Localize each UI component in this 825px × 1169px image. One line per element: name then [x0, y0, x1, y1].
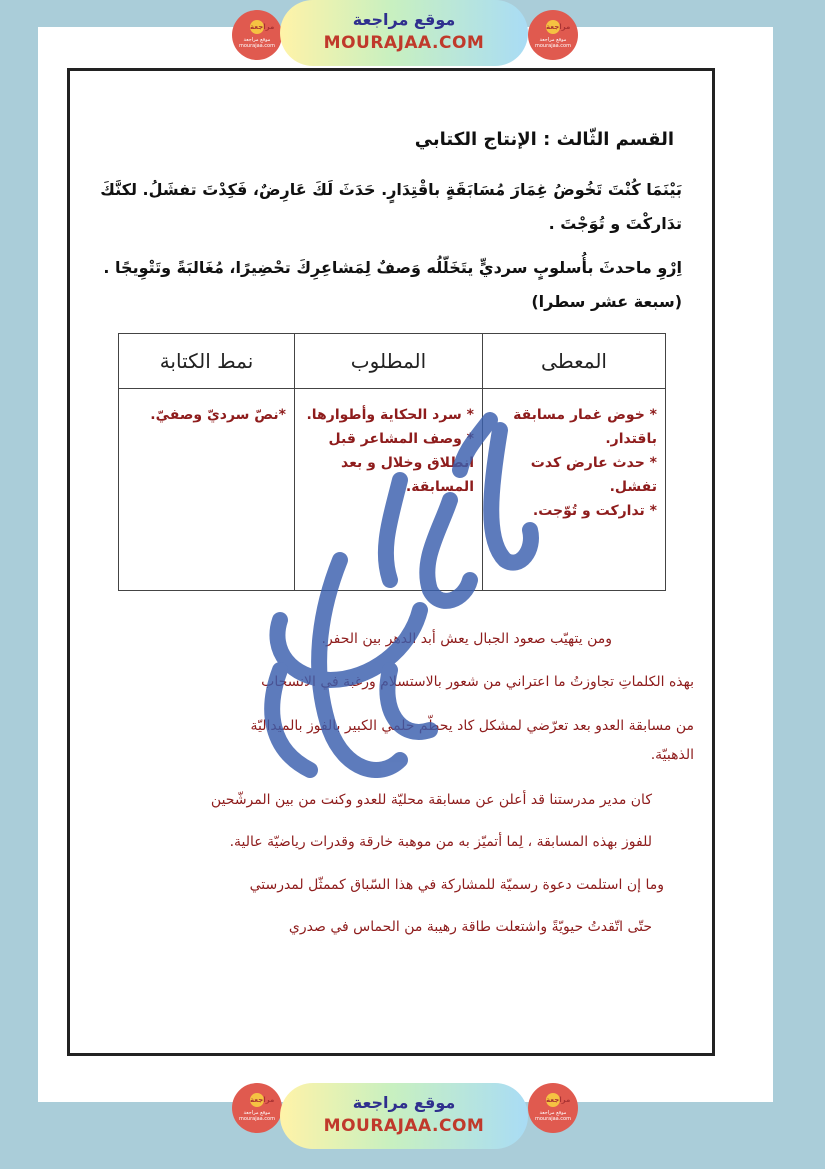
essay-line: وما إن استلمت دعوة رسميّة للمشاركة في هذا السّباق كممثّل لمدرستي — [249, 877, 664, 893]
exam-frame — [67, 68, 715, 1056]
logo-caption: موقع مراجعة mourajaa.com — [238, 1110, 275, 1122]
site-logo-left-bottom[interactable] — [232, 1083, 282, 1133]
logo-badge-icon: مراجعة — [546, 1093, 560, 1107]
site-domain-link[interactable]: MOURAJAA.COM — [323, 33, 485, 53]
exam-content — [70, 71, 712, 1053]
prompt-paragraph-2: اِرْوِ ماحدثَ بأُسلوبٍ سرديٍّ يتَخَلّلُه وَصفٌ لِمَشاعِرِكَ تحْضِيرًا، مُغَالبَةً وتَتْوِيجًا .(سبعة عشر سطرا) — [103, 258, 682, 311]
header-writing-type: نمط الكتابة — [119, 334, 295, 389]
section-title: القسم الثّالث : الإنتاج الكتابي — [414, 129, 674, 150]
essay-line: ومن يتهيّب صعود الجبال يعش أبد الدهر بين الحفر. — [321, 631, 612, 647]
site-logo-right-bottom[interactable] — [528, 1083, 578, 1133]
table-row — [119, 389, 666, 591]
site-name: موقع مراجعة — [352, 10, 456, 29]
site-domain-link[interactable]: MOURAJAA.COM — [323, 1116, 485, 1136]
cell-writing-type: *نصّ سرديّ وصفيّ. — [119, 389, 295, 591]
cell-required: * سرد الحكاية وأطوارها. * وصف المشاعر قبل انطلاق وخلال و بعد المسابقة. — [295, 389, 483, 591]
essay-line: كان مدير مدرستنا قد أعلن عن مسابقة محليّة للعدو وكنت من بين المرشّحين — [210, 792, 652, 808]
cell-given: * خوض غمار مسابقة باقتدار. * حدث عارض كدت تفشل. * تداركت و تُوّجت. — [483, 389, 666, 591]
site-logo-left-top[interactable] — [232, 10, 282, 60]
essay-line: للفوز بهذه المسابقة ، لِما أتميّز به من موهبة خارقة وقدرات رياضيّة عالية. — [229, 834, 652, 850]
essay-line: الذهبيّة. — [650, 747, 694, 763]
logo-badge-icon: مراجعة — [250, 20, 264, 34]
essay-line: بهذه الكلماتِ تجاوزتُ ما اعتراني من شعور بالاستسلام ورغبة في الانسحاب — [261, 674, 694, 690]
footer-banner[interactable] — [280, 1083, 528, 1149]
essay-line: حتّى اتّقدتُ حيويّةً واشتعلت طاقة رهيبة من الحماس في صدري — [288, 919, 652, 935]
site-logo-right-top[interactable] — [528, 10, 578, 60]
essay-line: من مسابقة العدو بعد تعرّضي لمشكل كاد يحطّم حلمي الكبير بالفوز بالميداليّة — [250, 718, 694, 734]
header-given: المعطى — [483, 334, 666, 389]
logo-badge-icon: مراجعة — [250, 1093, 264, 1107]
site-name: موقع مراجعة — [352, 1093, 456, 1112]
header-required: المطلوب — [295, 334, 483, 389]
logo-caption: موقع مراجعة mourajaa.com — [534, 1110, 571, 1122]
header-banner[interactable] — [280, 0, 528, 66]
table-header-row — [119, 334, 666, 389]
logo-badge-icon: مراجعة — [546, 20, 560, 34]
logo-caption: موقع مراجعة mourajaa.com — [534, 37, 571, 49]
logo-caption: موقع مراجعة mourajaa.com — [238, 37, 275, 49]
prompt-paragraph-1: بَيْنَمَا كُنْتَ تَخُوضُ غِمَارَ مُسَابَقَةٍ باقْتِدَارٍ. حَدَثَ لَكَ عَارِضٌ، فَكِدْتَ تفشَلُ. لكنَّكَ تدَاركْتَ و تُوَجْتَ . — [100, 180, 682, 233]
analysis-table — [118, 333, 666, 591]
